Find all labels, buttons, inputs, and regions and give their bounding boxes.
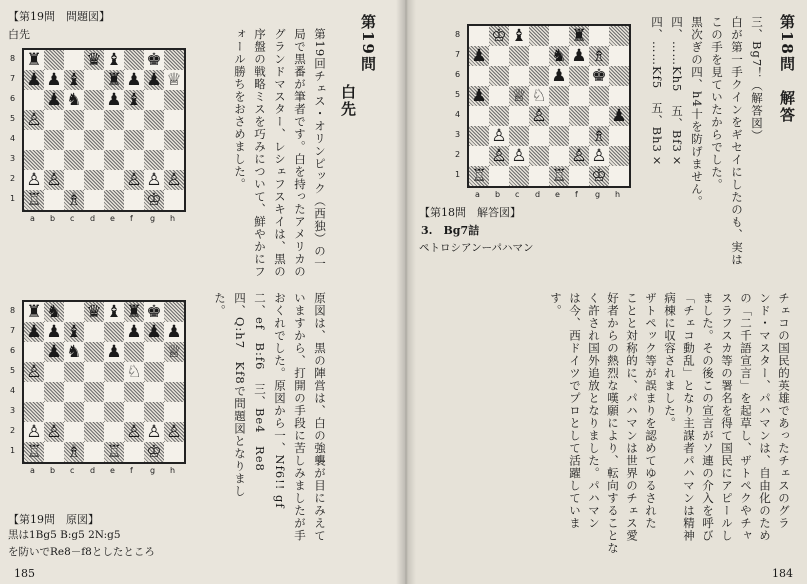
black-piece-p: ♟ (26, 322, 42, 342)
file-label: c (515, 190, 520, 199)
essay-col-8: ザトペック等が誤まりを認めてゆるされた (644, 292, 658, 530)
white-piece-q: ♕ (166, 342, 182, 362)
board-frame (467, 24, 631, 188)
problem-heading: 第19問 (359, 14, 377, 73)
rank-label: 8 (10, 306, 16, 315)
dark-square (24, 402, 44, 422)
essay-col-9: ことと対称的に、パハマンは世界のチェス愛 (625, 292, 639, 542)
file-label: d (90, 466, 96, 475)
rank-label: 1 (10, 446, 16, 455)
file-label: h (615, 190, 621, 199)
file-label: g (150, 214, 156, 223)
dark-square (549, 126, 569, 146)
file-label: a (475, 190, 480, 199)
white-piece-r: ♖ (551, 166, 567, 186)
essay-col-4: スラフスカ等の署名を得て国民にアピールし (720, 292, 734, 542)
dark-square (589, 86, 609, 106)
rank-label: 3 (10, 154, 16, 163)
rank-label: 2 (10, 426, 16, 435)
black-piece-p: ♟ (46, 342, 62, 362)
rank-label: 8 (455, 30, 461, 39)
dark-square (569, 106, 589, 126)
lower-col-1: 原図は、黒の陣営は、白の強襲が目にみえて (313, 292, 327, 542)
black-piece-p: ♟ (46, 322, 62, 342)
rank-label: 3 (10, 406, 16, 415)
dark-square (569, 66, 589, 86)
file-label: e (110, 214, 115, 223)
white-piece-p: ♙ (146, 170, 162, 190)
file-label: f (130, 466, 133, 475)
dark-square (489, 66, 509, 86)
file-label: e (110, 466, 115, 475)
solution-col-1: 三、Bg7！（解答図） (750, 16, 764, 143)
dark-square (509, 126, 529, 146)
footer-line-2: を防いでRe8－f8としたところ (8, 546, 155, 558)
white-piece-b: ♗ (591, 126, 607, 146)
footer-line-1: 黒は1Bg5 B:g5 2N:g5 (8, 529, 121, 541)
dark-square (124, 382, 144, 402)
black-piece-p: ♟ (46, 70, 62, 90)
dark-square (489, 106, 509, 126)
dark-square (529, 26, 549, 46)
white-piece-r: ♖ (106, 442, 122, 462)
white-piece-n: ♘ (531, 86, 547, 106)
essay-col-12: は今、西ドイツでプロとして活躍していま (568, 292, 582, 530)
rank-label: 2 (10, 174, 16, 183)
dark-square (164, 50, 184, 70)
black-piece-r: ♜ (26, 50, 42, 70)
file-label: g (595, 190, 601, 199)
black-piece-k: ♚ (591, 66, 607, 86)
body-col-2: 局で黒番が筆者です。白を持ったアメリカの (293, 28, 307, 278)
dark-square (144, 402, 164, 422)
file-label: c (70, 214, 75, 223)
board-frame (22, 300, 186, 464)
essay-col-3: の「二千語宣言」を起草し、ザトペクやチャ (739, 292, 753, 542)
white-piece-b: ♗ (66, 442, 82, 462)
essay-col-10: 好者からの熱烈な嘆願により、転向することな (606, 292, 620, 555)
dark-square (124, 50, 144, 70)
file-label: h (170, 466, 176, 475)
white-piece-k: ♔ (146, 190, 162, 210)
white-piece-p: ♙ (166, 170, 182, 190)
black-piece-b: ♝ (66, 70, 82, 90)
file-label: h (170, 214, 176, 223)
white-piece-p: ♙ (26, 362, 42, 382)
dark-square (609, 26, 629, 46)
dark-square (164, 130, 184, 150)
black-piece-k: ♚ (146, 50, 162, 70)
dark-square (84, 130, 104, 150)
dark-square (164, 382, 184, 402)
white-piece-p: ♙ (26, 110, 42, 130)
rank-label: 4 (10, 386, 16, 395)
black-piece-p: ♟ (126, 322, 142, 342)
dark-square (609, 146, 629, 166)
black-piece-b: ♝ (511, 26, 527, 46)
white-piece-q: ♕ (166, 70, 182, 90)
dark-square (164, 90, 184, 110)
book-gutter (396, 0, 416, 584)
white-piece-p: ♙ (491, 126, 507, 146)
black-piece-p: ♟ (146, 70, 162, 90)
white-piece-p: ♙ (491, 146, 507, 166)
dark-square (44, 382, 64, 402)
black-piece-p: ♟ (46, 90, 62, 110)
white-piece-p: ♙ (46, 170, 62, 190)
solution-col-4: 黒次ぎの四、h4十を防げません。 (690, 16, 704, 208)
dark-square (549, 86, 569, 106)
essay-col-6: 「チェコ動乱」となり主謀者パハマンは精神 (682, 292, 696, 542)
body-col-4: 序盤の戦略ミスを巧みについて、鮮やかにフ (253, 28, 267, 278)
white-piece-r: ♖ (26, 442, 42, 462)
dark-square (509, 166, 529, 186)
white-piece-p: ♙ (571, 146, 587, 166)
dark-square (84, 90, 104, 110)
dark-square (529, 66, 549, 86)
white-piece-r: ♖ (26, 190, 42, 210)
rank-label: 5 (10, 114, 16, 123)
file-label: f (130, 214, 133, 223)
black-piece-r: ♜ (106, 70, 122, 90)
solution-diagram-caption: 【第18問 解答図】 (419, 206, 521, 219)
black-piece-q: ♛ (86, 50, 102, 70)
black-piece-p: ♟ (106, 90, 122, 110)
black-piece-b: ♝ (126, 90, 142, 110)
page-number-right: 184 (772, 567, 793, 580)
dark-square (124, 342, 144, 362)
rank-label: 6 (10, 346, 16, 355)
file-label: e (555, 190, 560, 199)
dark-square (84, 422, 104, 442)
dark-square (44, 50, 64, 70)
black-piece-b: ♝ (106, 50, 122, 70)
white-piece-p: ♙ (126, 422, 142, 442)
dark-square (104, 322, 124, 342)
dark-square (104, 110, 124, 130)
body-col-5: ォール勝ちをおさめました。 (233, 28, 247, 191)
rank-label: 3 (455, 130, 461, 139)
lower-col-2: いますから、打開の手段に苦しみましたが手 (293, 292, 307, 542)
dark-square (104, 150, 124, 170)
dark-square (84, 170, 104, 190)
rank-label: 1 (10, 194, 16, 203)
file-label: d (535, 190, 541, 199)
black-piece-r: ♜ (126, 302, 142, 322)
diagram-caption-top: 【第19問 問題図】 (8, 10, 110, 23)
lower-col-4: 二、ef B:f6 三、Be4 Re8 (253, 292, 267, 472)
dark-square (104, 362, 124, 382)
white-piece-p: ♙ (46, 422, 62, 442)
black-piece-n: ♞ (66, 342, 82, 362)
dark-square (144, 110, 164, 130)
dark-square (144, 150, 164, 170)
dark-square (64, 402, 84, 422)
rank-label: 7 (10, 326, 16, 335)
rank-label: 1 (455, 170, 461, 179)
white-piece-n: ♘ (126, 362, 142, 382)
dark-square (64, 362, 84, 382)
essay-col-1: チェコの国民的英雄であったチェスのグラ (777, 292, 791, 530)
black-piece-p: ♟ (551, 66, 567, 86)
black-piece-n: ♞ (551, 46, 567, 66)
black-piece-r: ♜ (26, 302, 42, 322)
dark-square (164, 302, 184, 322)
lower-col-6: た。 (213, 292, 227, 317)
black-piece-k: ♚ (146, 302, 162, 322)
rank-label: 2 (455, 150, 461, 159)
page-number-left: 185 (14, 567, 35, 580)
lower-col-3: おくれでした。原図から一、Nf6!! gf (273, 292, 287, 509)
dark-square (609, 66, 629, 86)
white-piece-p: ♙ (531, 106, 547, 126)
black-piece-p: ♟ (26, 70, 42, 90)
white-piece-k: ♔ (491, 26, 507, 46)
solution-col-6: 四、……Kf5 五、Bh3× (650, 16, 664, 168)
white-piece-p: ♙ (26, 170, 42, 190)
diagram-caption-bottom: 【第19問 原図】 (8, 513, 99, 526)
black-piece-n: ♞ (66, 90, 82, 110)
body-col-3: グランドマスター、レシェフスキイは、黒の (273, 28, 287, 278)
black-piece-p: ♟ (166, 322, 182, 342)
rank-label: 5 (455, 90, 461, 99)
file-label: d (90, 214, 96, 223)
dark-square (469, 126, 489, 146)
white-piece-p: ♙ (146, 422, 162, 442)
white-piece-p: ♙ (166, 422, 182, 442)
problem-side-to-move: 白先 (339, 84, 357, 118)
solution-col-3: この手を見ていたからでした。 (710, 16, 724, 191)
dark-square (84, 342, 104, 362)
dark-square (64, 110, 84, 130)
dark-square (24, 150, 44, 170)
file-label: b (50, 214, 56, 223)
white-piece-b: ♗ (591, 46, 607, 66)
file-label: f (575, 190, 578, 199)
white-piece-r: ♖ (471, 166, 487, 186)
game-players: ペトロシアンーパハマン (419, 242, 534, 254)
dark-square (509, 46, 529, 66)
dark-square (144, 362, 164, 382)
rank-label: 6 (455, 70, 461, 79)
right-page (405, 0, 807, 584)
rank-label: 7 (455, 50, 461, 59)
file-label: a (30, 214, 35, 223)
solution-col-2: 白が第一手クインをギセイにしたのも、実は (730, 16, 744, 266)
white-piece-k: ♔ (591, 166, 607, 186)
essay-col-2: ンド・マスター、パハマンは、自由化のため (758, 292, 772, 542)
rank-label: 8 (10, 54, 16, 63)
file-label: a (30, 466, 35, 475)
body-col-1: 第19回チェス・オリンピック（西独）の一 (313, 28, 327, 270)
dark-square (104, 190, 124, 210)
dark-square (124, 130, 144, 150)
black-piece-p: ♟ (571, 46, 587, 66)
black-piece-r: ♜ (571, 26, 587, 46)
black-piece-p: ♟ (126, 70, 142, 90)
essay-col-11: く許され国外追放となりました。パハマン (587, 292, 601, 530)
essay-col-13: す。 (549, 292, 563, 317)
black-piece-p: ♟ (611, 106, 627, 126)
file-label: c (70, 466, 75, 475)
board-frame (22, 48, 186, 212)
solution-heading: 第18問 解答 (778, 14, 796, 124)
rank-label: 4 (455, 110, 461, 119)
diagram-subcaption: 白先 (8, 28, 30, 41)
essay-col-7: 病棟に収容されました。 (663, 292, 677, 430)
dark-square (529, 146, 549, 166)
rank-label: 6 (10, 94, 16, 103)
lower-col-5: 四、Q:h7 Kf8で問題図となりまし (233, 292, 247, 498)
white-piece-b: ♗ (66, 190, 82, 210)
black-piece-p: ♟ (471, 86, 487, 106)
solution-col-5: 四、……Kh5 五、Bf3× (670, 16, 684, 168)
rank-label: 7 (10, 74, 16, 83)
solution-move: 3. Bg7詰 (421, 224, 480, 237)
black-piece-b: ♝ (106, 302, 122, 322)
rank-label: 4 (10, 134, 16, 143)
rank-label: 5 (10, 366, 16, 375)
file-label: b (495, 190, 501, 199)
dark-square (104, 402, 124, 422)
black-piece-p: ♟ (146, 322, 162, 342)
white-piece-p: ♙ (26, 422, 42, 442)
dark-square (44, 130, 64, 150)
dark-square (84, 382, 104, 402)
white-piece-p: ♙ (126, 170, 142, 190)
black-piece-n: ♞ (46, 302, 62, 322)
black-piece-p: ♟ (106, 342, 122, 362)
file-label: b (50, 466, 56, 475)
white-piece-q: ♕ (511, 86, 527, 106)
black-piece-q: ♛ (86, 302, 102, 322)
black-piece-b: ♝ (66, 322, 82, 342)
file-label: g (150, 466, 156, 475)
black-piece-p: ♟ (471, 46, 487, 66)
essay-col-5: ました。その後この宣言がソ連の介入を呼び (701, 292, 715, 542)
white-piece-p: ♙ (591, 146, 607, 166)
white-piece-p: ♙ (511, 146, 527, 166)
dark-square (64, 150, 84, 170)
white-piece-k: ♔ (146, 442, 162, 462)
